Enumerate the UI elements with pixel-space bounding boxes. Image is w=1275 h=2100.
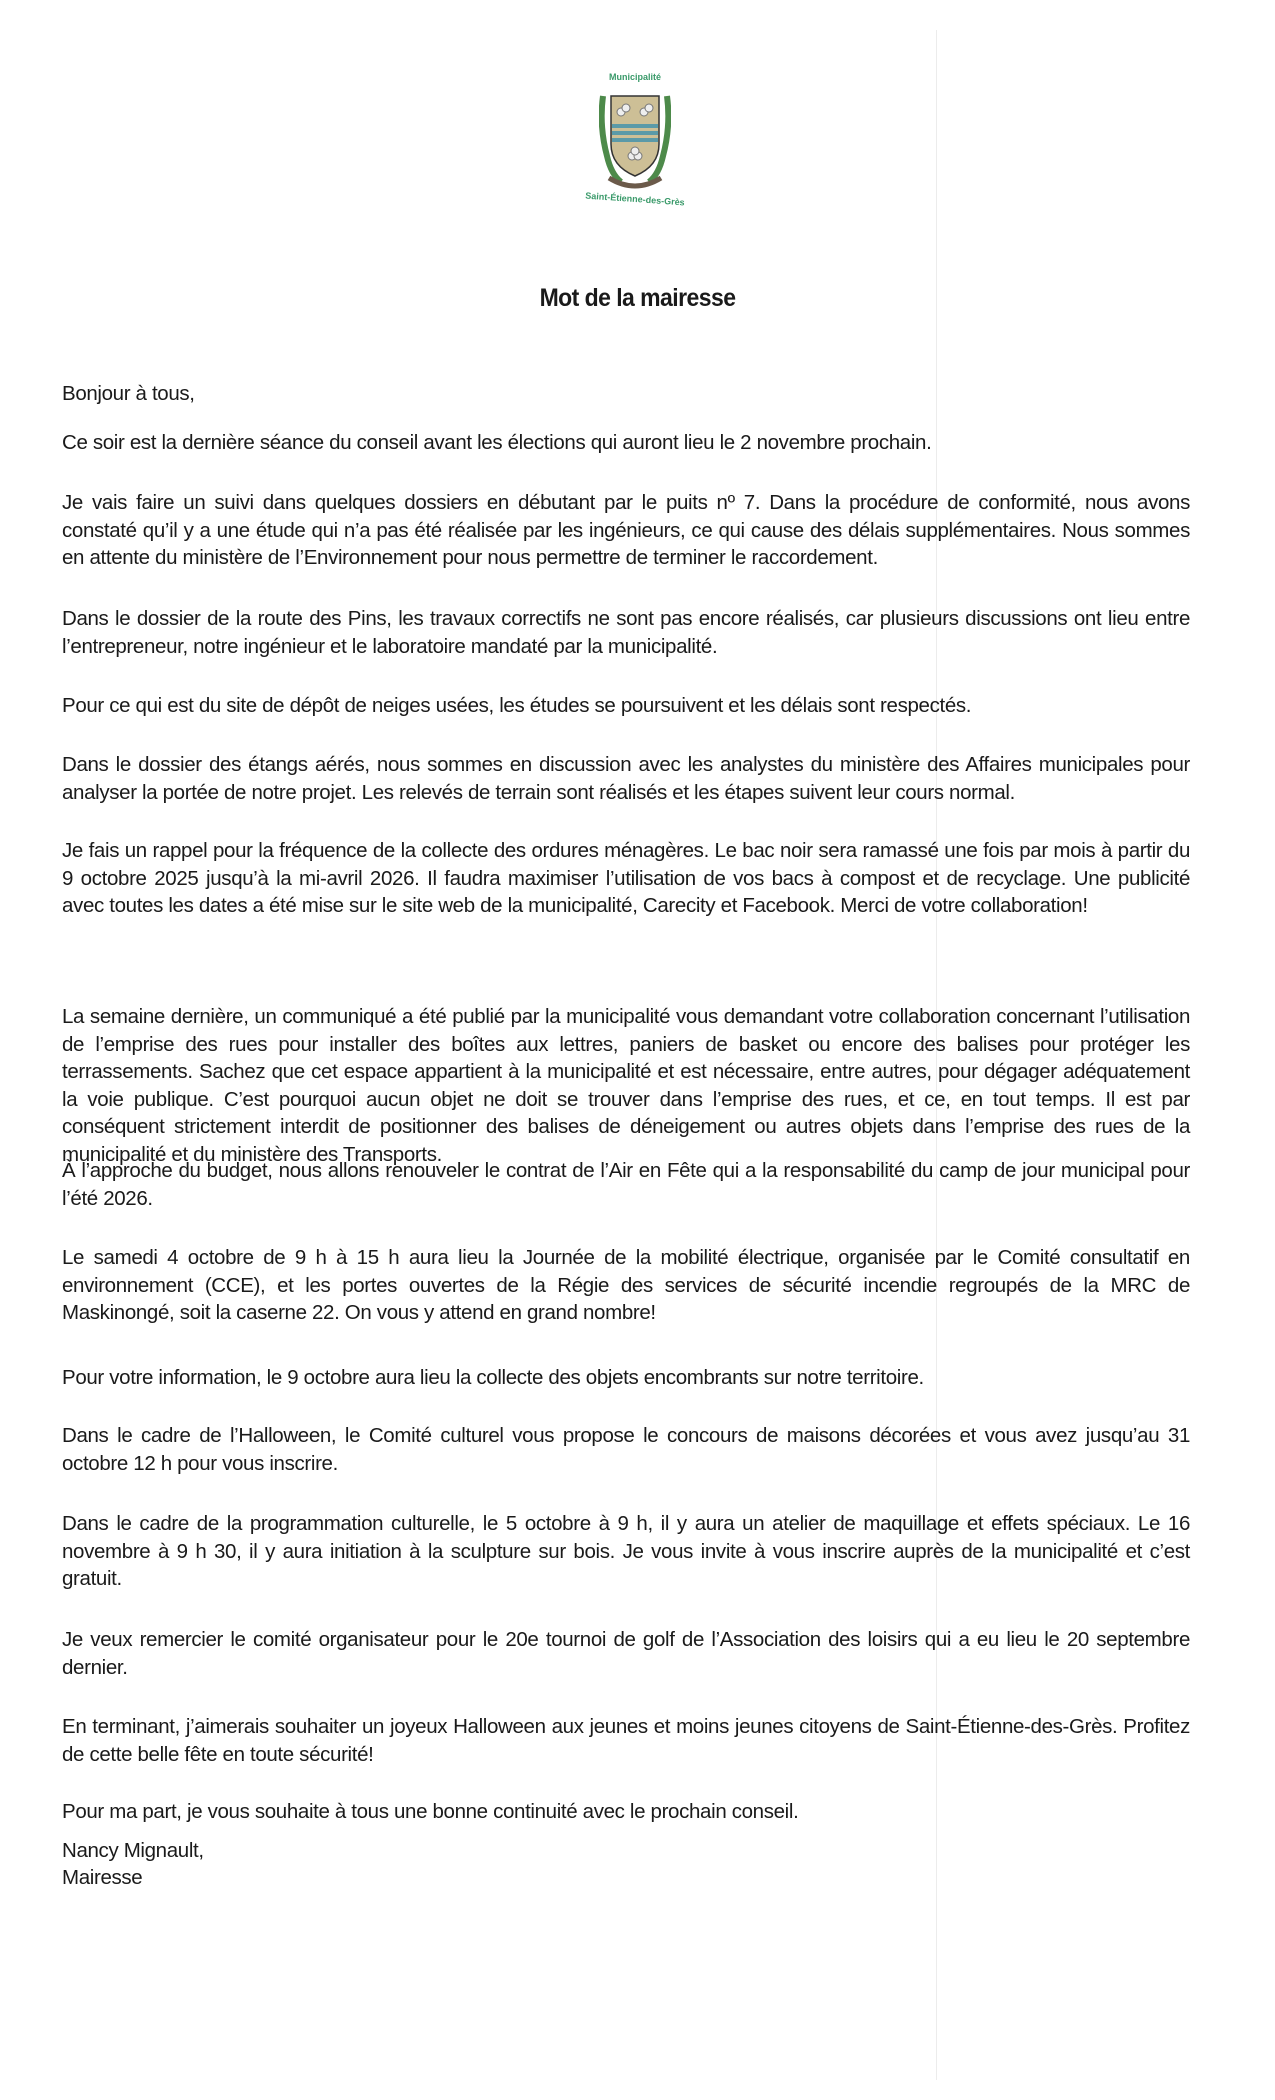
paragraph-terminant: En terminant, j’aimerais souhaiter un joyeux Halloween aux jeunes et moins jeunes citoyens de Saint-Étienne-des-Grès. Profitez de cette belle fête en toute sécurité!	[62, 1715, 1190, 1766]
signature-name: Nancy Mignault,	[62, 1839, 204, 1862]
coat-of-arms-icon	[599, 86, 671, 194]
paragraph-collecte: Je fais un rappel pour la fréquence de la collecte des ordures ménagères. Le bac noir sera ramassé une fois par mois à partir du 9 octobre 2025 jusqu’à la mi-avril 2026. Il faudra maximiser l’utilisation de vos bacs à compost et de recyclage. Une publicité avec toutes les dates a été mise sur le site web de la municipalité, Carecity et Facebook. Merci de votre collaboration!	[62, 839, 1190, 917]
paragraph-budget: À l’approche du budget, nous allons renouveler le contrat de l’Air en Fête qui a la responsabilité du camp de jour municipal pour l’été 2026.	[62, 1159, 1190, 1210]
greeting: Bonjour à tous,	[62, 382, 195, 405]
paragraph-mobilite: Le samedi 4 octobre de 9 h à 15 h aura lieu la Journée de la mobilité électrique, organisée par le Comité consultatif en environnement (CCE), et les portes ouvertes de la Régie des services de sécurité incendie regroupés de la MRC de Maskinongé, soit la caserne 22. On vous y attend en grand nombre!	[62, 1246, 1190, 1324]
signature-role: Mairesse	[62, 1866, 143, 1889]
logo-top-text: Municipalité	[608, 72, 661, 82]
municipal-logo	[565, 72, 705, 212]
paragraph-puits: Je vais faire un suivi dans quelques dossiers en débutant par le puits nº 7. Dans la procédure de conformité, nous avons constaté qu’il y a une étude qui n’a pas été réalisée par les ingénieurs, ce qui cause des délais supplémentaires. Nous sommes en attente du ministère de l’Environnement pour nous permettre de terminer le raccordement.	[62, 491, 1190, 569]
paragraph-conclusion: Pour ma part, je vous souhaite à tous une bonne continuité avec le prochain conseil.	[62, 1800, 799, 1823]
page-title: Mot de la mairesse	[539, 284, 736, 312]
logo-bottom-text: Saint-Étienne-des-Grès	[585, 190, 685, 208]
paragraph-golf: Je veux remercier le comité organisateur pour le 20e tournoi de golf de l’Association des loisirs qui a eu lieu le 20 septembre dernier.	[62, 1628, 1190, 1679]
paragraph-etangs: Dans le dossier des étangs aérés, nous sommes en discussion avec les analystes du ministère des Affaires municipales pour analyser la portée de notre projet. Les relevés de terrain sont réalisés et les étapes suivent leur cours normal.	[62, 753, 1190, 804]
paragraph-neiges: Pour ce qui est du site de dépôt de neiges usées, les études se poursuivent et les délais sont respectés.	[62, 694, 972, 717]
paragraph-encombrants: Pour votre information, le 9 octobre aura lieu la collecte des objets encombrants sur notre territoire.	[62, 1366, 924, 1389]
paragraph-elections: Ce soir est la dernière séance du conseil avant les élections qui auront lieu le 2 novembre prochain.	[62, 431, 932, 454]
paragraph-emprise: La semaine dernière, un communiqué a été publié par la municipalité vous demandant votre collaboration concernant l’utilisation de l’emprise des rues pour installer des boîtes aux lettres, paniers de basket ou encore des balises pour protéger les terrassements. Sachez que cet espace appartient à la municipalité et est nécessaire, entre autres, pour dégager adéquatement la voie publique. C’est pourquoi aucun objet ne doit se trouver dans l’emprise des rues, et ce, en tout temps. Il est par conséquent strictement interdit de positionner des balises de déneigement ou autres objets dans l’emprise des rues de la municipalité et du ministère des Transports.	[62, 1005, 1190, 1166]
paragraph-programmation: Dans le cadre de la programmation culturelle, le 5 octobre à 9 h, il y aura un atelier de maquillage et effets spéciaux. Le 16 novembre à 9 h 30, il y aura initiation à la sculpture sur bois. Je vous invite à vous inscrire auprès de la municipalité et c’est gratuit.	[62, 1512, 1190, 1590]
paragraph-halloween-concours: Dans le cadre de l’Halloween, le Comité culturel vous propose le concours de maisons décorées et vous avez jusqu’au 31 octobre 12 h pour vous inscrire.	[62, 1424, 1190, 1475]
paragraph-route-pins: Dans le dossier de la route des Pins, les travaux correctifs ne sont pas encore réalisés, car plusieurs discussions ont lieu entre l’entrepreneur, notre ingénieur et le laboratoire mandaté par la municipalité.	[62, 607, 1190, 658]
